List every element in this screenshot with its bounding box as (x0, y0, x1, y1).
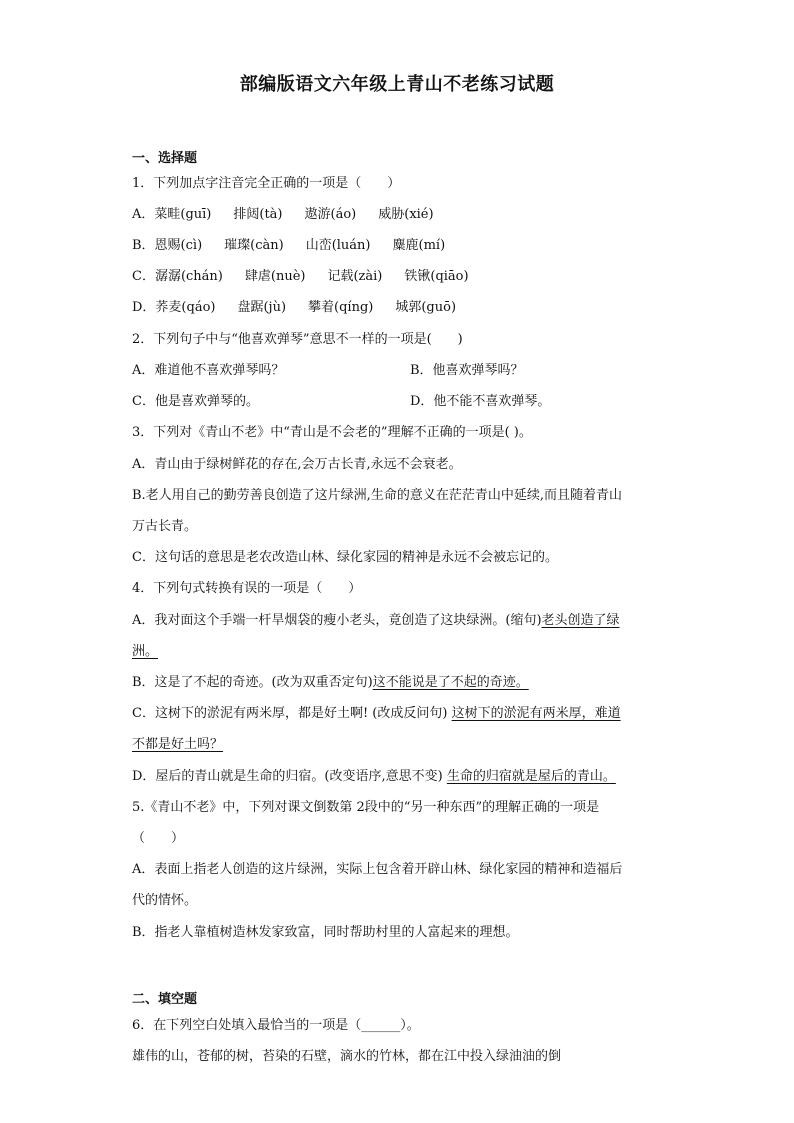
question-4-option-b (132, 671, 529, 690)
option-item: 威胁(xié) (378, 207, 434, 222)
question-3-option-b-line2: 万古长青。 (132, 519, 198, 534)
option-item: C．潺潺(chán) (132, 269, 223, 284)
question-5-stem-line1: 5.《青山不老》中，下列对课文倒数第 2段中的“另一种东西”的理解正确的一项是 (132, 800, 600, 815)
option-text: C．这树下的淤泥有两米厚，都是好土啊! (改成反问句) (132, 706, 452, 721)
question-6-stem: 6．在下列空白处填入最恰当的一项是（______）。 (132, 1018, 420, 1033)
underlined-answer: 生命的归宿就是屋后的青山。 (446, 769, 616, 784)
question-3-option-c: C．这句话的意思是老农改造山林、绿化家园的精神是永远不会被忘记的。 (132, 550, 558, 565)
question-2-option-b: B．他喜欢弹琴吗？ (410, 363, 524, 378)
option-item: 麋鹿(mí) (392, 238, 446, 253)
section-heading-choice: 一、选择题 (132, 151, 198, 166)
question-1-option-b (132, 234, 467, 253)
question-2-stem: 2．下列句子中与“他喜欢弹琴”意思不一样的一项是( ) (132, 332, 463, 347)
question-4-option-d (132, 765, 616, 784)
question-3-stem: 3．下列对《青山不老》中“青山是不会老的”理解不正确的一项是( )。 (132, 425, 532, 440)
question-4-option-a-line1 (132, 609, 620, 628)
underlined-answer: 老头创造了绿 (541, 613, 620, 628)
underlined-answer: 这树下的淤泥有两米厚，难道 (451, 706, 621, 721)
question-5-stem-line2: （ ） (132, 831, 185, 846)
option-item: B．恩赐(cì) (132, 238, 203, 253)
underlined-answer: 不都是好土吗？ (132, 737, 224, 752)
question-1-option-a (132, 203, 456, 222)
question-6-text: 雄伟的山，苍郁的树，苔染的石壁，滴水的竹林，都在江中投入绿油油的倒 (132, 1049, 562, 1064)
question-4-option-c-line1 (132, 702, 621, 721)
question-3-option-b-line1: B.老人用自己的勤劳善良创造了这片绿洲,生命的意义在茫茫青山中延续,而且随着青山 (132, 488, 622, 503)
page-title: 部编版语文六年级上青山不老练习试题 (239, 74, 555, 95)
option-item: 璀璨(càn) (224, 238, 284, 253)
question-3-option-a: A．青山由于绿树鲜花的存在,会万古长青,永远不会衰老。 (132, 457, 462, 472)
question-4-option-c-line2 (132, 733, 223, 752)
question-2-option-d: D．他不能不喜欢弹琴。 (410, 394, 551, 409)
question-4-stem: 4．下列句式转换有误的一项是（ ） (132, 581, 362, 596)
question-2-option-c: C．他是喜欢弹琴的。 (132, 394, 259, 409)
option-item: 山峦(luán) (305, 238, 371, 253)
option-item: 肆虐(nuè) (244, 269, 306, 284)
question-5-option-a-line2: 代的情怀。 (132, 893, 198, 908)
question-1-option-d (132, 296, 478, 315)
option-text: B．这是了不起的奇迹。(改为双重否定句) (132, 675, 373, 690)
option-item: D．荞麦(qáo) (132, 300, 216, 315)
option-item: 盘踞(jù) (237, 300, 287, 315)
question-5-option-a-line1: A．表面上指老人创造的这片绿洲，实际上包含着开辟山林、绿化家园的精神和造福后 (132, 862, 623, 877)
option-item: 攀着(qíng) (308, 300, 374, 315)
underlined-answer: 这不能说是了不起的奇迹。 (372, 675, 529, 690)
question-1-stem: 1．下列加点字注音完全正确的一项是（ ） (132, 176, 401, 191)
question-1-option-c (132, 265, 491, 284)
option-item: 记载(zài) (327, 269, 383, 284)
underlined-answer: 洲。 (132, 644, 159, 659)
option-item: 遨游(áo) (304, 207, 357, 222)
question-5-option-b: B．指老人靠植树造林发家致富，同时帮助村里的人富起来的理想。 (132, 925, 519, 940)
option-text: D．屋后的青山就是生命的归宿。(改变语序,意思不变) (132, 769, 447, 784)
option-item: 城郭(guō) (395, 300, 457, 315)
option-item: A．菜畦(guī) (132, 207, 212, 222)
option-item: 排闼(tà) (233, 207, 283, 222)
section-heading-fill-blank: 二、填空题 (132, 992, 198, 1007)
question-2-option-a: A．难道他不喜欢弹琴吗？ (132, 363, 285, 378)
question-4-option-a-line2 (132, 640, 158, 659)
option-item: 铁锹(qiāo) (404, 269, 469, 284)
option-text: A．我对面这个手端一杆旱烟袋的瘦小老头，竟创造了这块绿洲。(缩句) (132, 613, 542, 628)
